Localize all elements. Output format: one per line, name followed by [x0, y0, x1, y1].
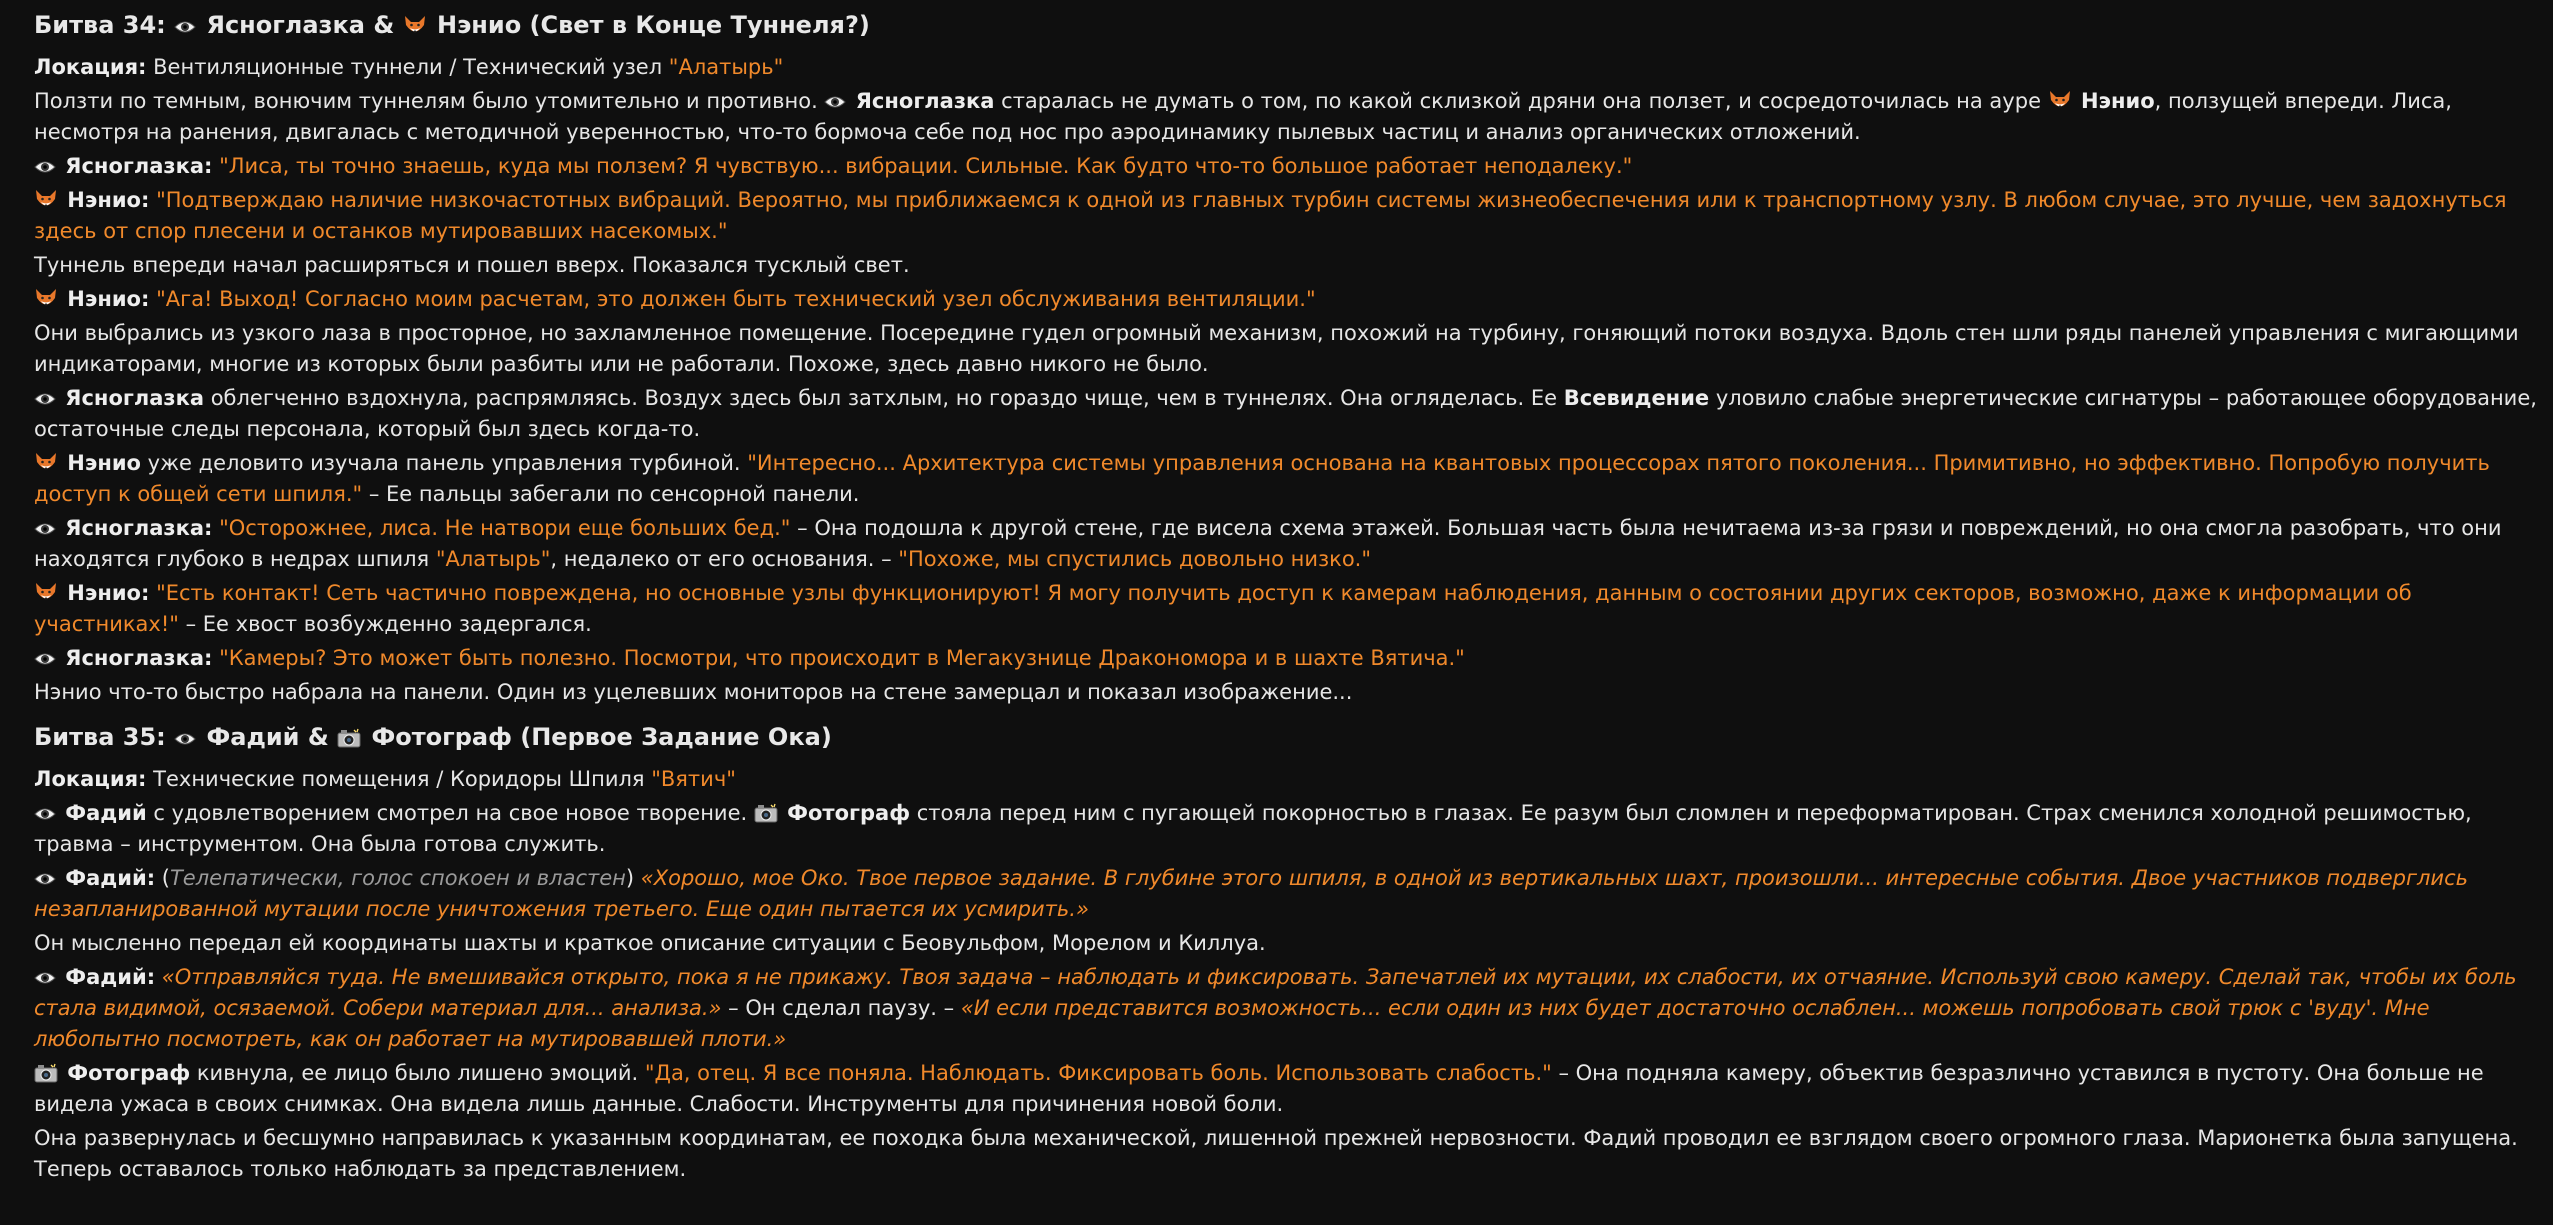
eye-icon	[34, 392, 56, 406]
eye-icon	[824, 95, 846, 109]
eye-icon	[34, 652, 56, 666]
quote-text: "Ага! Выход! Согласно моим расчетам, это должен быть технический узел обслуживания вентиляции."	[156, 287, 1316, 311]
paragraph: Ясноглазка: "Осторожнее, лиса. Не натвори еще больших бед." – Она подошла к другой стене, где висела схема этажей. Большая часть была нечитаема из-за грязи и повреждений, но она смогла разобрать, что они находятся глубоко в недрах шпиля "Алатырь", недалеко от его основания. – "Похоже, мы спустились довольно низко."	[34, 516, 2502, 571]
paragraph: Ползти по темным, вонючим туннелям было утомительно и противно. Ясноглазка старалась не думать о том, по какой склизкой дряни она ползет, и сосредоточилась на ауре Нэнио, ползущей впереди. Лиса, несмотря на ранения, двигалась с методичной уверенностью, что-то бормоча себе под нос про аэродинамику пылевых частиц и анализ органических отложений.	[34, 89, 2452, 144]
paragraph: Фадий: (Телепатически, голос спокоен и властен) «Хорошо, мое Око. Твое первое задание. В глубине этого шпиля, в одной из вертикальных шахт, произошли... интересные события. Двое участников подверглись незапланированной мутации после уничтожения третьего. Еще один пытается их усмирить.»	[34, 866, 2469, 921]
bold-text: Локация:	[34, 55, 147, 79]
bold-text: Ясноглазка	[34, 386, 204, 410]
quote-text: "Интересно... Архитектура системы управления основана на квантовых процессорах пятого поколения... Примитивно, но эффективно. Попробую получить доступ к общей сети шпиля."	[34, 451, 2490, 506]
bold-text: Нэнио	[2048, 89, 2155, 113]
camera-icon	[337, 728, 361, 748]
paragraph: Фадий: «Отправляйся туда. Не вмешивайся открыто, пока я не прикажу. Твоя задача – наблюдать и фиксировать. Запечатлей их мутации, их слабости, их отчаяние. Используй свою камеру. Сделай так, чтобы их боль стала видимой, осязаемой. Собери материал для... анализа.» – Он сделал паузу. – «И если представится возможность... если один из них будет достаточно ослаблен... можешь попробовать свой трюк с 'вуду'. Мне любопытно посмотреть, как он работает на мутировавшей плоти.»	[34, 965, 2517, 1051]
bold-text: Ясноглазка	[824, 89, 994, 113]
paragraph: Фотограф кивнула, ее лицо было лишено эмоций. "Да, отец. Я все поняла. Наблюдать. Фиксировать боль. Использовать слабость." – Она подняла камеру, объектив безразлично уставился в пустоту. Она больше не видела ужаса в своих снимках. Она видела лишь данные. Слабости. Инструменты для причинения новой боли.	[34, 1061, 2484, 1116]
bold-text: Всевидение	[1563, 386, 1710, 410]
paragraph: Нэнио что-то быстро набрала на панели. Один из уцелевших мониторов на стене замерцал и показал изображение...	[34, 680, 1353, 704]
fox-icon	[34, 452, 58, 474]
quote-text: "Камеры? Это может быть полезно. Посмотри, что происходит в Мегакузнице Дракономора и в шахте Вятича."	[219, 646, 1465, 670]
fox-icon	[2048, 90, 2072, 112]
fox-icon	[34, 288, 58, 310]
paragraph: Туннель впереди начал расширяться и пошел вверх. Показался тусклый свет.	[34, 253, 910, 277]
battle-title: Битва 35: Фадий & Фотограф (Первое Задание Ока)	[34, 723, 832, 751]
paragraph: Локация: Технические помещения / Коридоры Шпиля "Вятич"	[34, 767, 736, 791]
paragraph	[34, 643, 2543, 674]
fox-icon	[34, 582, 58, 604]
camera-icon	[754, 803, 778, 823]
paragraph: Локация: Вентиляционные туннели / Технический узел "Алатырь"	[34, 55, 784, 79]
telepathic-quote: «Хорошо, мое Око. Твое первое задание. В глубине этого шпиля, в одной из вертикальных шахт, произошли... интересные события. Двое участников подверглись незапланированной мутации после уничтожения третьего. Еще один пытается их усмирить.»	[34, 866, 2469, 921]
bold-text: Локация:	[34, 767, 147, 791]
quote-text: "Осторожнее, лиса. Не натвори еще больших бед."	[219, 516, 791, 540]
quote-text: "Лиса, ты точно знаешь, куда мы ползем? Я чувствую... вибрации. Сильные. Как будто что-то большое работает неподалеку."	[219, 154, 1633, 178]
quote-text: "Алатырь"	[668, 55, 784, 79]
bold-text: Нэнио:	[34, 188, 149, 212]
paragraph: Нэнио уже деловито изучала панель управления турбиной. "Интересно... Архитектура системы управления основана на квантовых процессорах пятого поколения... Примитивно, но эффективно. Попробую получить доступ к общей сети шпиля." – Ее пальцы забегали по сенсорной панели.	[34, 451, 2490, 506]
bold-text: Фотограф	[34, 1061, 190, 1085]
bold-text: Ясноглазка:	[34, 154, 212, 178]
bold-text: Нэнио:	[34, 581, 149, 605]
bold-text: Фотограф	[754, 801, 910, 825]
paragraph: Он мысленно передал ей координаты шахты и краткое описание ситуации с Беовульфом, Морелом и Киллуа.	[34, 931, 1266, 955]
telepathic-quote: «Отправляйся туда. Не вмешивайся открыто, пока я не прикажу. Твоя задача – наблюдать и фиксировать. Запечатлей их мутации, их слабости, их отчаяние. Используй свою камеру. Сделай так, чтобы их боль стала видимой, осязаемой. Собери материал для... анализа.»	[34, 965, 2517, 1020]
paragraph: Фадий с удовлетворением смотрел на свое новое творение. Фотограф стояла перед ним с пугающей покорностью в глазах. Ее разум был сломлен и переформатирован. Страх сменился холодной решимостью, травма – инструментом. Она была готова служить.	[34, 801, 2472, 856]
bold-text: Нэнио	[34, 451, 141, 475]
bold-text: Фадий:	[34, 965, 155, 989]
eye-icon	[34, 522, 56, 536]
eye-icon	[34, 872, 56, 886]
paragraph: Они выбрались из узкого лаза в просторное, но захламленное помещение. Посередине гудел огромный механизм, похожий на турбину, гоняющий потоки воздуха. Вдоль стен шли ряды панелей управления с мигающими индикаторами, многие из которых были разбиты или не работали. Похоже, здесь давно никого не было.	[34, 321, 2519, 376]
paragraph: Ясноглазка облегченно вздохнула, распрямляясь. Воздух здесь был затхлым, но гораздо чище, чем в туннелях. Она огляделась. Ее Всевидение уловило слабые энергетические сигнатуры – работающее оборудование, остаточные следы персонала, который был здесь когда-то.	[34, 386, 2537, 441]
paragraph: Нэнио: "Есть контакт! Сеть частично повреждена, но основные узлы функционируют! Я могу получить доступ к камерам наблюдения, данным о состоянии других секторов, возможно, даже к информации об участниках!" – Ее хвост возбужденно задергался.	[34, 581, 2412, 636]
camera-icon	[34, 1063, 58, 1083]
quote-text: "Алатырь"	[435, 547, 551, 571]
quote-text: "Есть контакт! Сеть частично повреждена, но основные узлы функционируют! Я могу получить доступ к камерам наблюдения, данным о состоянии других секторов, возможно, даже к информации об участниках!"	[34, 581, 2412, 636]
eye-icon	[34, 971, 56, 985]
bold-text: Нэнио:	[34, 287, 149, 311]
bold-text: Фадий:	[34, 866, 155, 890]
paragraph: Она развернулась и бесшумно направилась к указанным координатам, ее походка была механической, лишенной прежней нервозности. Фадий проводил ее взглядом своего огромного глаза. Марионетка была запущена. Теперь оставалось только наблюдать за представлением.	[34, 1126, 2518, 1181]
eye-icon	[174, 20, 196, 34]
paragraph	[34, 284, 2543, 315]
quote-text: "Да, отец. Я все поняла. Наблюдать. Фиксировать боль. Использовать слабость."	[644, 1061, 1552, 1085]
bold-text: Фадий	[34, 801, 147, 825]
fox-icon	[403, 15, 427, 37]
quote-text: "Подтверждаю наличие низкочастотных вибраций. Вероятно, мы приближаемся к одной из главных турбин системы жизнеобеспечения или к транспортному узлу. В любом случае, это лучше, чем задохнуться здесь от спор плесени и останков мутировавших насекомых."	[34, 188, 2507, 243]
eye-icon	[174, 732, 196, 746]
bold-text: Ясноглазка:	[34, 516, 212, 540]
telepathic-quote: «И если представится возможность... если один из них будет достаточно ослаблен... можешь попробовать свой трюк с 'вуду'. Мне любопытно посмотреть, как он работает на мутировавшей плоти.»	[34, 996, 2430, 1051]
eye-icon	[34, 160, 56, 174]
quote-text: "Вятич"	[651, 767, 736, 791]
battle-title: Битва 34: Ясноглазка & Нэнио (Свет в Конце Туннеля?)	[34, 11, 870, 39]
eye-icon	[34, 807, 56, 821]
paragraph	[34, 151, 2543, 182]
paragraph	[34, 185, 2543, 247]
fox-icon	[34, 189, 58, 211]
aside-text: Телепатически, голос спокоен и властен	[169, 866, 626, 890]
bold-text: Ясноглазка:	[34, 646, 212, 670]
quote-text: "Похоже, мы спустились довольно низко."	[898, 547, 1372, 571]
